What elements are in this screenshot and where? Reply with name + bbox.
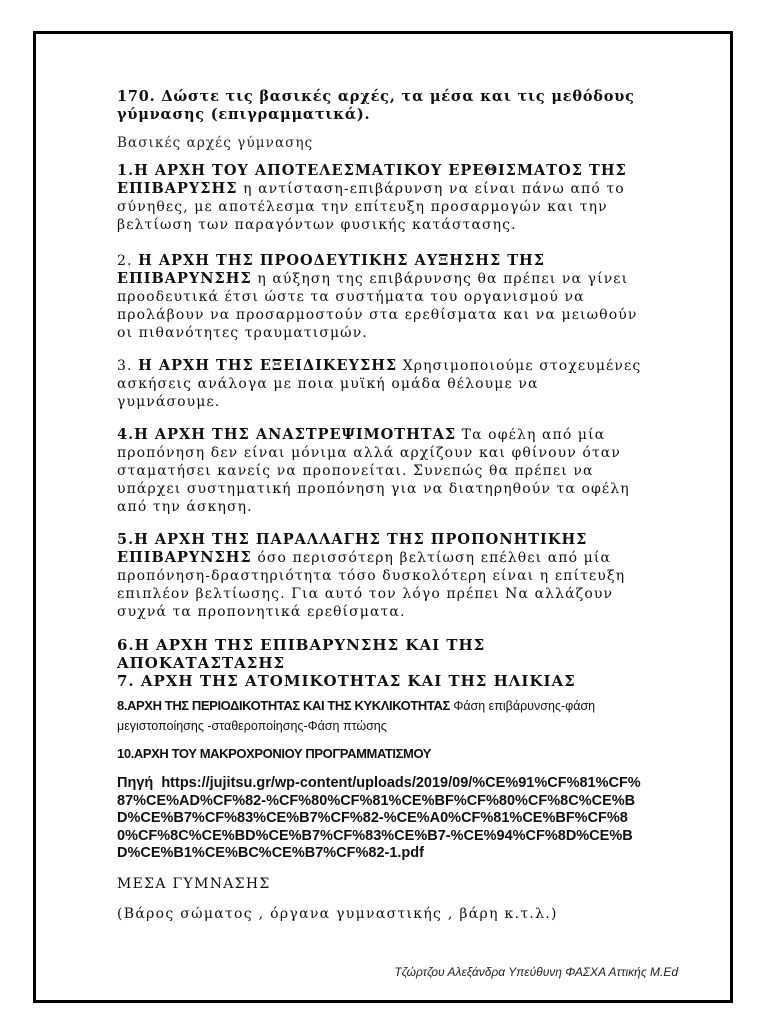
question-title: 170. Δώστε τις βασικές αρχές, τα μέσα και τις μεθόδους γύμνασης (επιγραμματικά).: [117, 88, 635, 123]
principle-5-heading: 5.Η ΑΡΧΗ ΤΗΣ ΠΑΡΑΛΛΑΓΗΣ ΤΗΣ ΠΡΟΠΟΝΗΤΙΚΗΣ ΕΠΙΒΑΡΥΝΣΗΣ: [117, 531, 588, 566]
principle-8: [117, 696, 647, 736]
footer-author: Τζώρτζου Αλεξάνδρα Υπεύθυνη ΦΑΣΧΑ Αττικής Μ.Ed: [394, 965, 678, 979]
principle-8-text: Φάση επιβάρυνσης-φάση μεγιστοποίησης -σταθεροποίησης-Φάση πτώσης: [117, 699, 596, 733]
principle-2-heading: Η ΑΡΧΗ ΤΗΣ ΠΡΟΟΔΕΥΤΙΚΗΣ ΑΥΞΗΣΗΣ ΤΗΣ ΕΠΙΒΑΡΥΝΣΗΣ: [117, 252, 545, 287]
principle-4-text: Τα οφέλη από μία προπόνηση δεν είναι μόνιμα αλλά αρχίζουν και φθίνουν όταν σταματήσει κανείς να προπονείται. Συνεπώς θα πρέπει να υπάρχει συστηματική προπόνηση για να διατηρηθούν τα οφέλη από την άσκηση.: [117, 427, 630, 515]
principle-4: [117, 426, 647, 516]
document-body: [117, 88, 647, 935]
principle-5: [117, 531, 647, 621]
principle-4-heading: 4.Η ΑΡΧΗ ΤΗΣ ΑΝΑΣΤΡΕΨΙΜΟΤΗΤΑΣ: [117, 426, 457, 443]
principle-7: 7. ΑΡΧΗ ΤΗΣ ΑΤΟΜΙΚΟΤΗΤΑΣ ΚΑΙ ΤΗΣ ΗΛΙΚΙΑΣ: [117, 672, 576, 690]
principle-8-heading: 8.ΑΡΧΗ ΤΗΣ ΠΕΡΙΟΔΙΚΟΤΗΤΑΣ ΚΑΙ ΤΗΣ ΚΥΚΛΙΚΟΤΗΤΑΣ: [117, 698, 450, 713]
source-label: Πηγή: [117, 775, 154, 791]
source-link[interactable]: https://jujitsu.gr/wp-content/uploads/2019/09/%CE%91%CF%81%CF%87%CE%AD%CF%82-%CF%80%CF%81%CE%BF%CF%80%CF%8C%CE%BD%CE%B7%CF%83%CE%B7%CF%82-%CE%A0%CF%81%CE%BF%CF%80%CF%8C%CE%BD%CE%B7%CF%83%CE%B7-%CE%94%CF%8D%CE%BD%CE%B1%CE%BC%CE%B7%CF%82-1.pdf: [117, 775, 641, 862]
principle-5-text: όσο περισσότερη βελτίωση επέλθει από μία προπόνηση-δραστηριότητα τόσο δυσκολότερη είναι η επίτευξη επιπλέον βελτίωσης. Για αυτό τον λόγο πρέπει Να αλλάζουν συχνά τα προπονητικά ερεθίσματα.: [117, 550, 626, 620]
principle-1: [117, 162, 647, 234]
principle-6: 6.Η ΑΡΧΗ ΤΗΣ ΕΠΙΒΑΡΥΝΣΗΣ ΚΑΙ ΤΗΣ ΑΠΟΚΑΤΑΣΤΑΣΗΣ: [117, 636, 486, 672]
principle-3: [117, 357, 647, 411]
principle-10: 10.ΑΡΧΗ ΤΟΥ ΜΑΚΡΟΧΡΟΝΙΟΥ ΠΡΟΓΡΑΜΜΑΤΙΣΜΟΥ: [117, 746, 432, 761]
principle-3-heading: Η ΑΡΧΗ ΤΗΣ ΕΞΕΙΔΙΚΕΥΣΗΣ: [138, 357, 398, 374]
principle-2-text: η αύξηση της επιβάρυνσης θα πρέπει να γίνει προοδευτικά έτσι ώστε τα συστήματα του οργανισμού να προλάβουν να προσαρμοστούν στα ερεθίσματα και να μειωθούν οι πιθανότητες τραυματισμών.: [117, 271, 638, 341]
subtitle: Βασικές αρχές γύμνασης: [117, 135, 314, 151]
principle-1-text: η αντίσταση-επιβάρυνση να είναι πάνω από το σύνηθες, με αποτέλεσμα την επίτευξη προσαρμογών και την βελτίωση των παραγόντων φυσικής κατάστασης.: [117, 181, 625, 233]
means-heading: ΜΕΣΑ ΓΥΜΝΑΣΗΣ: [117, 875, 271, 892]
principle-3-text: Χρησιμοποιούμε στοχευμένες ασκήσεις ανάλογα με ποια μυϊκή ομάδα θέλουμε να γυμνάσουμε.: [117, 358, 642, 410]
principle-1-heading: 1.Η ΑΡΧΗ ΤΟΥ ΑΠΟΤΕΛΕΣΜΑΤΙΚΟΥ ΕΡΕΘΙΣΜΑΤΟΣ ΤΗΣ ΕΠΙΒΑΡΥΣΗΣ: [117, 162, 627, 197]
means-text: (Βάρος σώματος , όργανα γυμναστικής , βάρη κ.τ.λ.): [117, 905, 558, 922]
principle-2: [117, 252, 647, 342]
principle-3-number: 3.: [117, 358, 133, 374]
source-reference: [117, 775, 647, 863]
principle-2-number: 2.: [117, 253, 133, 269]
